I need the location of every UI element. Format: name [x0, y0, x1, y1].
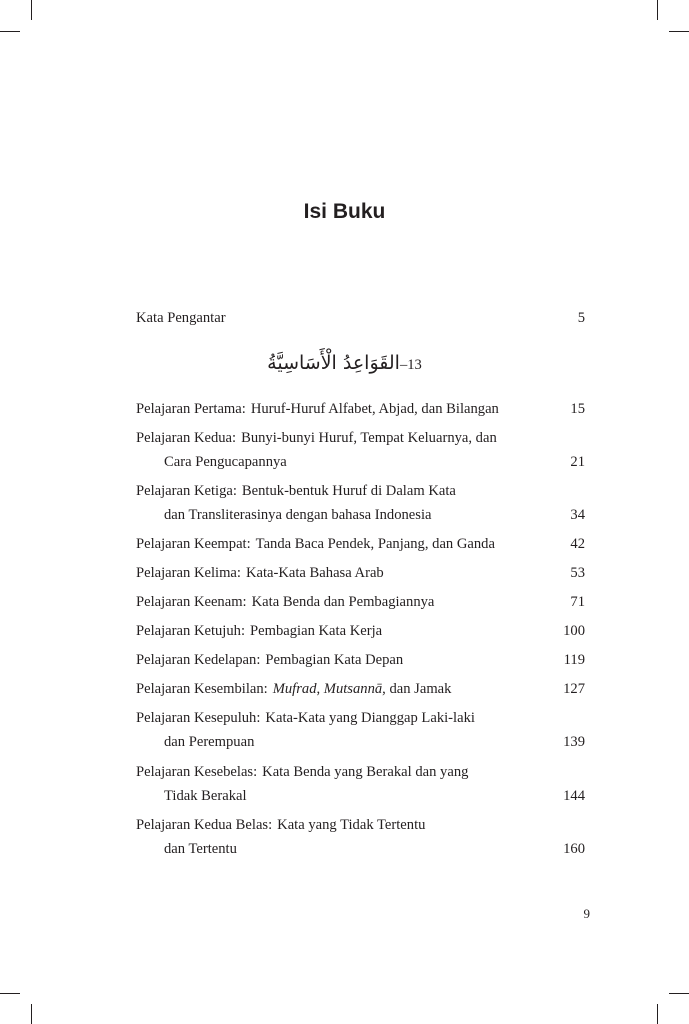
toc-page-number: 144 — [563, 788, 585, 804]
lesson-name: Pelajaran Ketujuh: — [136, 623, 246, 639]
toc-section-heading[interactable]: القَوَاعِدُ الْأَسَاسِيَّةُ–13 — [267, 352, 422, 374]
toc-entry-lesson-10[interactable] — [136, 706, 585, 754]
lesson-title-continued: dan Perempuan — [164, 734, 255, 750]
toc-page-number: 71 — [570, 594, 585, 610]
lesson-title: Kata-Kata Bahasa Arab — [245, 565, 384, 581]
toc-page-number: 127 — [563, 681, 585, 697]
toc-page-number: 15 — [570, 401, 585, 417]
lesson-title-italic: Mutsannā — [323, 681, 383, 697]
lesson-title: Bentuk-bentuk Huruf di Dalam Kata — [241, 483, 456, 499]
toc-entry-label: Kata Pengantar — [136, 310, 226, 326]
lesson-title-italic: Mufrad — [272, 681, 317, 697]
lesson-title: Huruf-Huruf Alfabet, Abjad, dan Bilangan — [250, 401, 499, 417]
lesson-title-separator: , — [316, 681, 324, 697]
lesson-title-tail: , dan Jamak — [382, 681, 452, 697]
section-heading-arabic: القَوَاعِدُ الْأَسَاسِيَّةُ — [267, 352, 400, 374]
page-title: Isi Buku — [303, 200, 386, 223]
toc-entry-lesson-2[interactable] — [136, 426, 585, 474]
toc-page-number: 100 — [563, 623, 585, 639]
lesson-title: Pembagian Kata Kerja — [250, 623, 383, 639]
toc-page-number: 42 — [570, 536, 585, 552]
lesson-name: Pelajaran Kedua: — [136, 430, 237, 446]
lesson-name: Pelajaran Kesepuluh: — [136, 710, 261, 726]
page-number: 9 — [583, 906, 590, 921]
crop-mark — [669, 31, 689, 32]
toc-entry-preface[interactable] — [136, 306, 585, 330]
lesson-title: Kata Benda yang Berakal dan yang — [262, 764, 469, 780]
toc-page-number: 21 — [570, 454, 585, 470]
toc-entry-lesson-1[interactable] — [136, 397, 585, 421]
toc-entry-lesson-3[interactable] — [136, 479, 585, 527]
lesson-name: Pelajaran Pertama: — [136, 401, 246, 417]
crop-mark — [669, 993, 689, 994]
lesson-title: Kata yang Tidak Tertentu — [277, 817, 426, 833]
lesson-name: Pelajaran Kedelapan: — [136, 652, 261, 668]
toc-entry-lesson-7[interactable] — [136, 619, 585, 643]
lesson-title: Kata-Kata yang Dianggap Laki-laki — [265, 710, 475, 726]
lesson-title: Kata Benda dan Pembagiannya — [251, 594, 435, 610]
lesson-title: Bunyi-bunyi Huruf, Tempat Keluarnya, dan — [241, 430, 497, 446]
toc-entry-lesson-9[interactable] — [136, 677, 585, 701]
lesson-name: Pelajaran Kelima: — [136, 565, 241, 581]
toc-entry-lesson-11[interactable] — [136, 760, 585, 808]
lesson-name: Pelajaran Ketiga: — [136, 483, 237, 499]
toc-entry-lesson-12[interactable] — [136, 813, 585, 861]
lesson-name: Pelajaran Keempat: — [136, 536, 251, 552]
crop-mark — [657, 1004, 658, 1024]
toc-page-number: 160 — [563, 841, 585, 857]
toc-entry-lesson-5[interactable] — [136, 561, 585, 585]
crop-mark — [0, 993, 20, 994]
toc-entry-lesson-6[interactable] — [136, 590, 585, 614]
toc-entry-lesson-8[interactable] — [136, 648, 585, 672]
lesson-name: Pelajaran Kesembilan: — [136, 681, 268, 697]
crop-mark — [31, 1004, 32, 1024]
toc-page-number: 139 — [563, 734, 585, 750]
toc-page-number: 5 — [577, 310, 585, 326]
crop-mark — [31, 0, 32, 20]
lesson-title-continued: dan Tertentu — [164, 841, 237, 857]
lesson-title: Pembagian Kata Depan — [265, 652, 404, 668]
toc-page-number: 53 — [570, 565, 585, 581]
lesson-title-continued: Tidak Berakal — [164, 788, 247, 804]
toc-page-number: 119 — [563, 652, 585, 668]
toc-entry-lesson-4[interactable] — [136, 532, 585, 556]
crop-mark — [0, 31, 20, 32]
lesson-title-continued: dan Transliterasinya dengan bahasa Indonesia — [164, 507, 432, 523]
section-heading-page: 13 — [407, 357, 422, 373]
lesson-name: Pelajaran Keenam: — [136, 594, 247, 610]
lesson-name: Pelajaran Kedua Belas: — [136, 817, 273, 833]
crop-mark — [657, 0, 658, 20]
lesson-title-continued: Cara Pengucapannya — [164, 454, 287, 470]
toc-page-number: 34 — [570, 507, 585, 523]
lesson-name: Pelajaran Kesebelas: — [136, 764, 258, 780]
lesson-title: Tanda Baca Pendek, Panjang, dan Ganda — [255, 536, 495, 552]
